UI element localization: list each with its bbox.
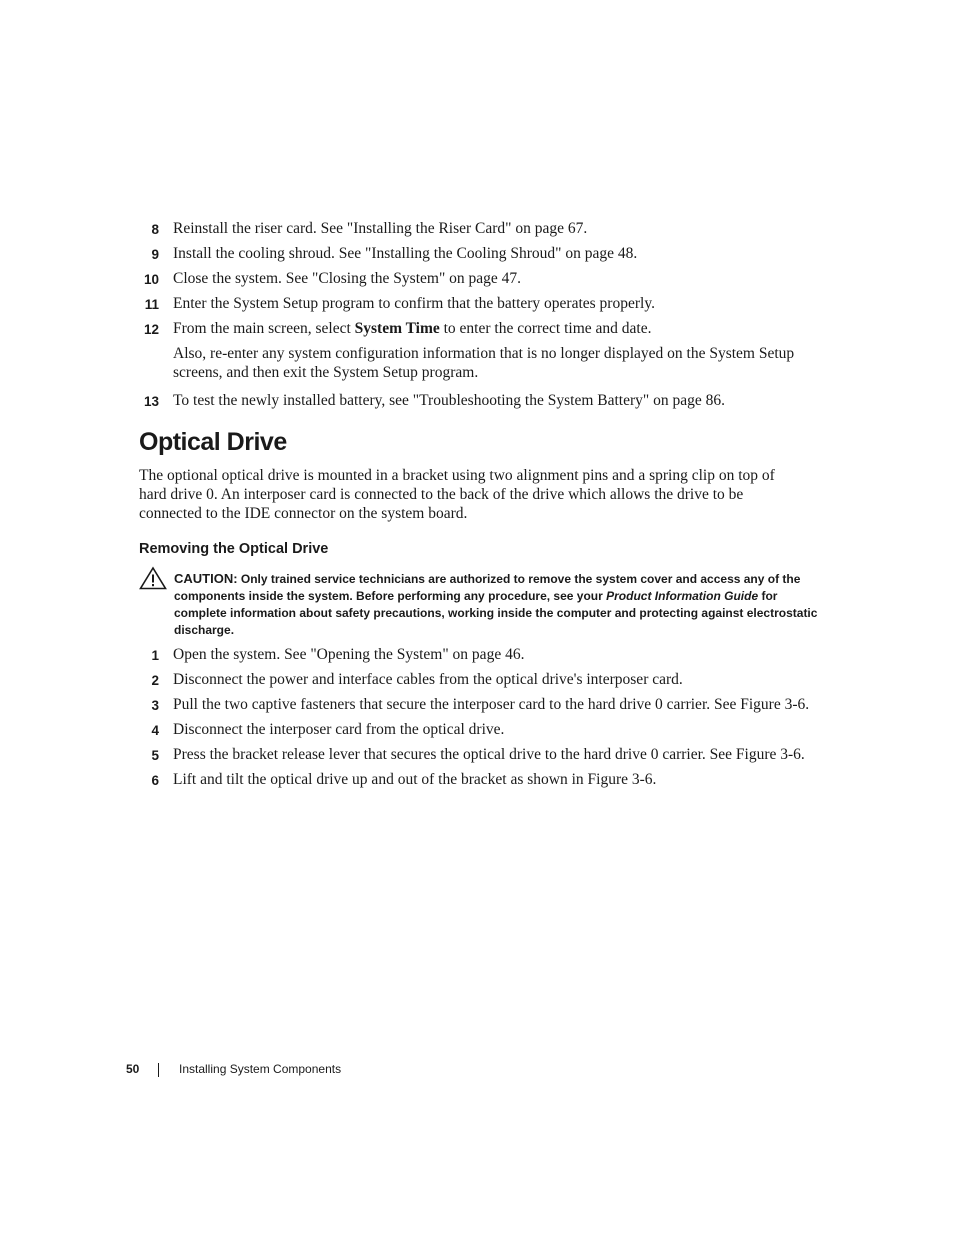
step-text: Disconnect the interposer card from the optical drive. [173, 721, 505, 738]
caution-text: components inside the system. Before performing any procedure, see your [174, 589, 607, 603]
step-number: 5 [151, 748, 159, 763]
caution-text: for [758, 589, 778, 603]
step-text: Close the system. See "Closing the System" on page 47. [173, 270, 522, 287]
step-number: 3 [151, 698, 159, 713]
step-number: 9 [151, 247, 159, 262]
footer-divider [158, 1063, 159, 1077]
step-number: 13 [143, 394, 159, 409]
step-text: Install the cooling shroud. See "Installing the Cooling Shroud" on page 48. [173, 245, 638, 262]
section-title: Optical Drive [139, 428, 287, 456]
step-text: Pull the two captive fasteners that secure the interposer card to the hard drive 0 carrier. See Figure 3-6. [173, 696, 810, 713]
step-number: 11 [144, 297, 159, 312]
step-text: Open the system. See "Opening the System" on page 46. [173, 646, 525, 663]
paragraph-line: connected to the IDE connector on the system board. [139, 505, 468, 522]
step-text: Enter the System Setup program to confirm that the battery operates properly. [173, 295, 655, 312]
step-number: 4 [151, 723, 159, 738]
paragraph-line: The optional optical drive is mounted in a bracket using two alignment pins and a spring clip on top of [139, 467, 775, 484]
chapter-title: Installing System Components [179, 1062, 342, 1076]
caution-label: CAUTION: [174, 571, 238, 586]
step-text: Lift and tilt the optical drive up and out of the bracket as shown in Figure 3-6. [173, 771, 657, 788]
page-number: 50 [126, 1062, 140, 1076]
step-note-line: screens, and then exit the System Setup program. [173, 364, 479, 381]
step-number: 1 [151, 648, 159, 663]
caution-text: complete information about safety precautions, working inside the computer and protecting against electrostatic [174, 606, 818, 620]
ui-term-system-time: System Time [354, 320, 440, 337]
caution-notice [174, 570, 824, 639]
step-text [173, 319, 833, 338]
product-guide-reference: Product Information Guide [606, 589, 759, 603]
step-text-part: to enter the correct time and date. [439, 320, 652, 337]
step-text: Disconnect the power and interface cables from the optical drive's interposer card. [173, 671, 683, 688]
caution-text: discharge. [174, 623, 235, 637]
step-text: Reinstall the riser card. See "Installing the Riser Card" on page 67. [173, 220, 588, 237]
caution-icon [139, 566, 167, 590]
step-number: 10 [143, 272, 159, 287]
step-number: 6 [151, 773, 159, 788]
paragraph-line: hard drive 0. An interposer card is connected to the back of the drive which allows the drive to be [139, 486, 744, 503]
step-number: 8 [151, 222, 159, 237]
intro-paragraph [139, 466, 775, 523]
step-note-line: Also, re-enter any system configuration information that is no longer displayed on the System Setup [173, 345, 795, 362]
step-text-part: From the main screen, select [173, 320, 355, 337]
step-number: 2 [151, 673, 159, 688]
step-number: 12 [143, 322, 159, 337]
subsection-title: Removing the Optical Drive [139, 541, 329, 557]
caution-text: Only trained service technicians are authorized to remove the system cover and access any of the [237, 572, 801, 586]
step-text: Press the bracket release lever that secures the optical drive to the hard drive 0 carrier. See Figure 3-6. [173, 746, 805, 763]
step-note [173, 344, 794, 382]
step-text: To test the newly installed battery, see "Troubleshooting the System Battery" on page 86. [173, 392, 725, 409]
